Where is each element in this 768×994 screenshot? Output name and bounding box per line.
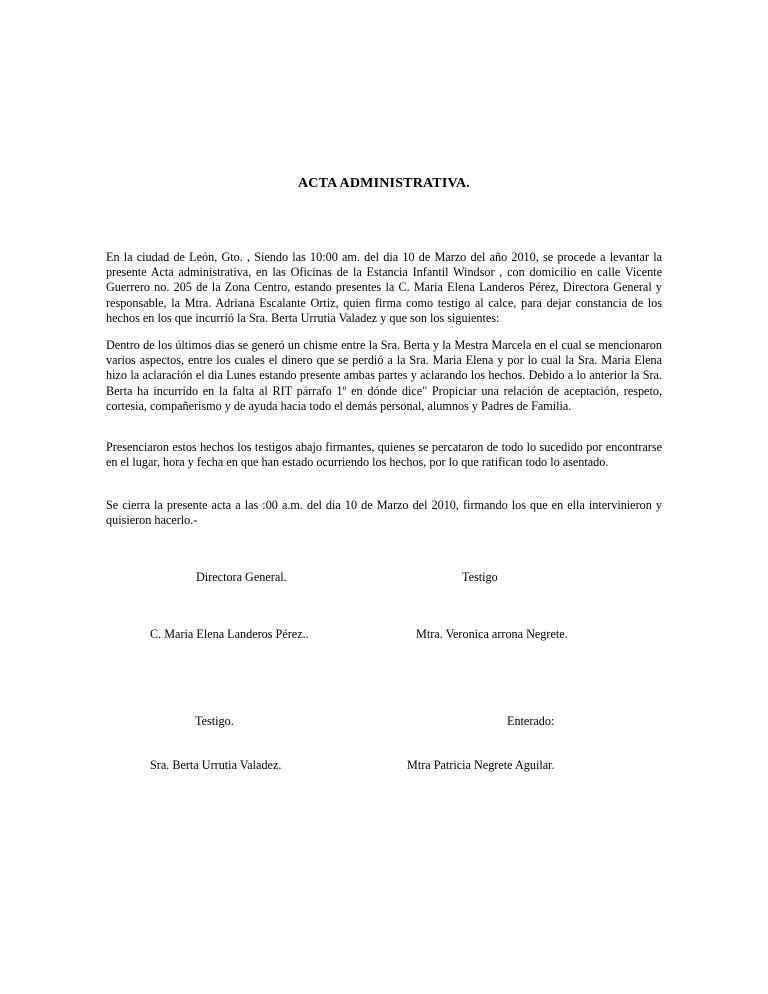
paragraph-witnesses xyxy=(106,440,662,470)
paragraph-intro xyxy=(106,250,662,326)
paragraph-text: Dentro de los últimos dias se generó un chisme entre la Sra. Berta y la Mestra Marcela en el cual se mencionaron varios aspectos, entre los cuales el dinero que se perdió a la Sra. Maria Elena y por lo cual la Sra. Maria Elena hizo la aclaración el dia Lunes estando presente ambas partes y aclarando los hechos. Debido a lo anterior la Sra. Berta ha incurrido en la falta al RIT párrafo 1º en dónde dice" Propiciar una relación de aceptación, respeto, cortesia, compañerismo y de ayuda hacia todo el demás personal, alumnos y Padres de Familia. xyxy=(106,338,662,413)
signature-name-witness-2: Sra. Berta Urrutia Valadez. xyxy=(150,758,282,772)
signature-role-director: Directora General. xyxy=(196,570,287,584)
paragraph-text: Se cierra la presente acta a las :00 a.m. del dia 10 de Marzo del 2010, firmando los que en ella intervinieron y quisieron hacerlo.- xyxy=(106,498,662,528)
paragraph-closing xyxy=(106,498,662,528)
paragraph-incident xyxy=(106,338,662,414)
paragraph-text: Presenciaron estos hechos los testigos abajo firmantes, quienes se percataron de todo lo sucedido por encontrarse en el lugar, hora y fecha en que han estado ocurriendo los hechos, por lo que ratifican todo lo asentado. xyxy=(106,440,662,470)
document-title: ACTA ADMINISTRATIVA. xyxy=(297,176,471,191)
signature-role-witness-1: Testigo xyxy=(462,570,498,584)
signature-role-acknowledged: Enterado: xyxy=(507,714,555,728)
paragraph-text: En la ciudad de León, Gto. , Siendo las 10:00 am. del dia 10 de Marzo del año 2010, se procede a levantar la presente Acta administrativa, en las Oficinas de la Estancia Infantil Windsor , con domicilio en calle Vicente Guerrero no. 205 de la Zona Centro, estando presentes la C. Maria Elena Landeros Pérez, Directora General y responsable, la Mtra. Adriana Escalante Ortiz, quien firma como testigo al calce, para dejar constancia de los hechos en los que incurrió la Sra. Berta Urrutia Valadez y que son los siguientes: xyxy=(106,250,662,325)
signature-name-witness-1: Mtra. Veronica arrona Negrete. xyxy=(416,627,568,641)
signature-name-director: C. Maria Elena Landeros Pérez.. xyxy=(150,627,309,641)
signature-role-witness-2: Testigo. xyxy=(195,714,234,728)
signature-name-acknowledged: Mtra Patricia Negrete Aguilar. xyxy=(407,758,555,772)
